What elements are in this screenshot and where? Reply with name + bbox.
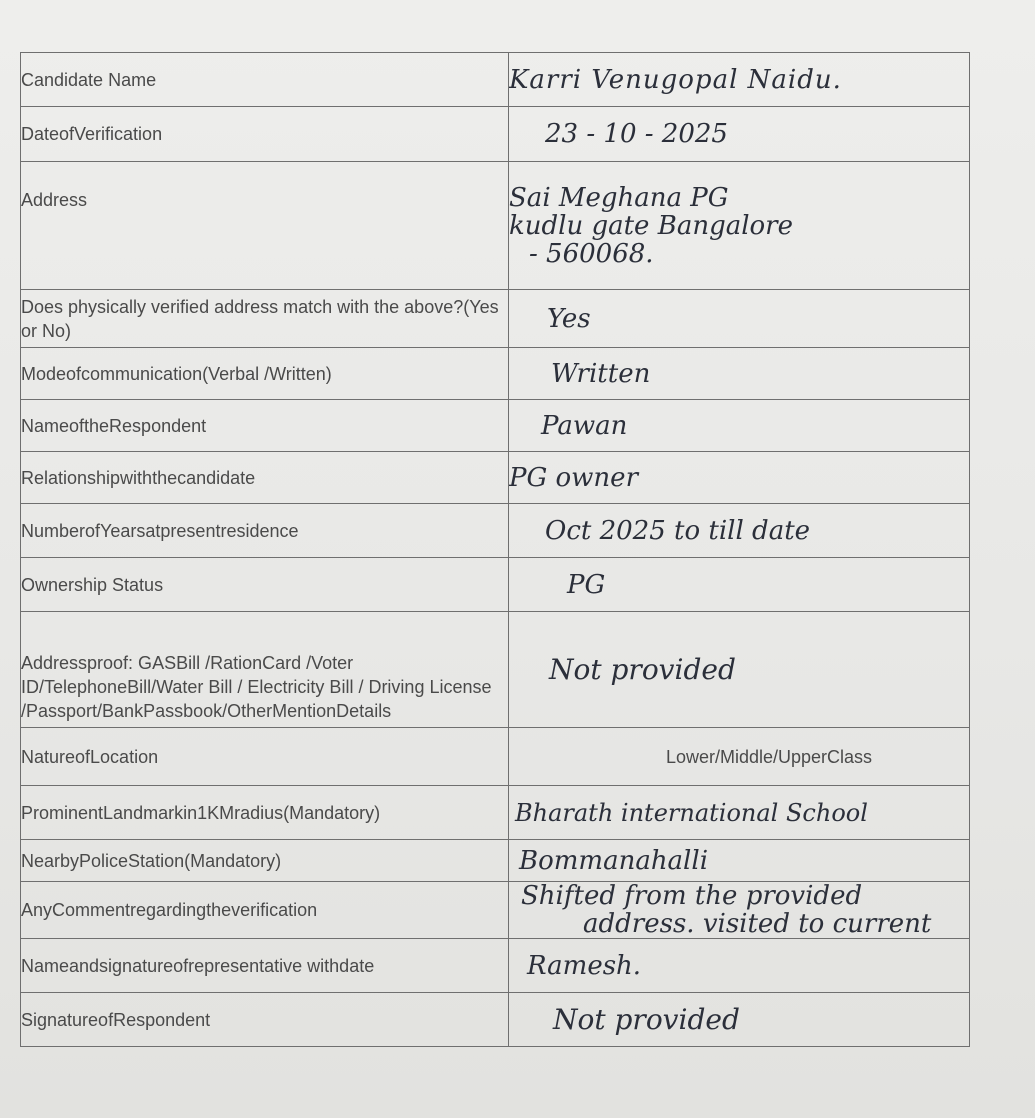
table-row — [21, 939, 970, 993]
row-label: Relationshipwiththecandidate — [21, 452, 509, 504]
row-label: NatureofLocation — [21, 728, 509, 786]
representative-signature-value: Ramesh. — [509, 939, 970, 993]
row-label: Does physically verified address match with the above?(Yes or No) — [21, 290, 509, 348]
table-row — [21, 107, 970, 162]
verification-date-value: 23 - 10 - 2025 — [509, 107, 970, 162]
table-row — [21, 400, 970, 452]
row-label: Addressproof: GASBill /RationCard /Voter ID/TelephoneBill/Water Bill / Electricity Bill / Driving License /Passport/BankPassbook/OtherMentionDetails — [21, 612, 509, 728]
row-label: AnyCommentregardingtheverification — [21, 882, 509, 939]
row-label: NearbyPoliceStation(Mandatory) — [21, 840, 509, 882]
ownership-status-value: PG — [509, 558, 970, 612]
table-row — [21, 728, 970, 786]
row-label: DateofVerification — [21, 107, 509, 162]
table-row — [21, 612, 970, 728]
row-label: Candidate Name — [21, 53, 509, 107]
table-row — [21, 786, 970, 840]
respondent-name-value: Pawan — [509, 400, 970, 452]
row-label: NumberofYearsatpresentresidence — [21, 504, 509, 558]
row-label: Modeofcommunication(Verbal /Written) — [21, 348, 509, 400]
row-label: ProminentLandmarkin1KMradius(Mandatory) — [21, 786, 509, 840]
address-value — [509, 162, 970, 290]
table-row — [21, 290, 970, 348]
address-line: - 560068. — [529, 238, 654, 269]
address-line: Sai Meghana PG — [509, 182, 729, 213]
address-line: kudlu gate Bangalore — [509, 210, 793, 241]
table-row — [21, 993, 970, 1047]
communication-mode-value: Written — [509, 348, 970, 400]
row-label: SignatureofRespondent — [21, 993, 509, 1047]
candidate-name-value: Karri Venugopal Naidu. — [509, 53, 970, 107]
police-station-value: Bommanahalli — [509, 840, 970, 882]
table-row — [21, 348, 970, 400]
table-row — [21, 558, 970, 612]
table-row — [21, 452, 970, 504]
table-row — [21, 504, 970, 558]
table-row — [21, 162, 970, 290]
row-label: NameoftheRespondent — [21, 400, 509, 452]
row-label: Address — [21, 162, 509, 290]
comment-line: Shifted from the provided — [521, 881, 863, 911]
address-match-value: Yes — [509, 290, 970, 348]
nature-of-location-value: Lower/Middle/UpperClass — [509, 728, 970, 786]
years-at-residence-value: Oct 2025 to till date — [509, 504, 970, 558]
address-proof-value: Not provided — [509, 612, 970, 728]
respondent-signature-value: Not provided — [509, 993, 970, 1047]
comment-line: address. visited to current — [583, 909, 932, 939]
table-row — [21, 882, 970, 939]
table-row — [21, 53, 970, 107]
relationship-value: PG owner — [509, 452, 970, 504]
row-label: Nameandsignatureofrepresentative withdate — [21, 939, 509, 993]
table-row — [21, 840, 970, 882]
comment-value — [509, 882, 970, 939]
verification-table — [20, 52, 970, 1047]
row-label: Ownership Status — [21, 558, 509, 612]
landmark-value: Bharath international School — [509, 786, 970, 840]
